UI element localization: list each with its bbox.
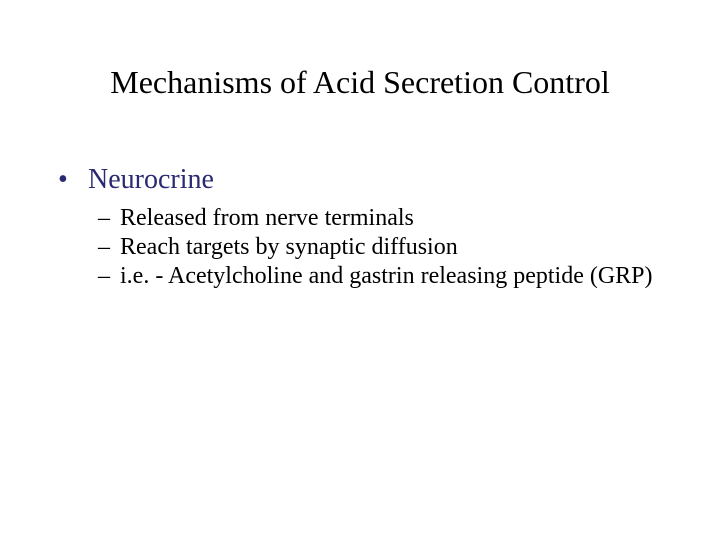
- sub-bullet-marker: –: [98, 234, 110, 260]
- slide-title: Mechanisms of Acid Secretion Control: [110, 64, 610, 100]
- sub-bullet-marker: –: [98, 263, 110, 289]
- bullet-marker: •: [58, 164, 68, 195]
- sub-bullet-marker: –: [98, 205, 110, 231]
- main-bullet-text: Neurocrine: [88, 164, 214, 195]
- sub-bullet-text: Reach targets by synaptic diffusion: [120, 234, 458, 260]
- main-bullet: [58, 162, 214, 198]
- sub-bullet-item: [98, 233, 658, 262]
- sub-bullet-text: Released from nerve terminals: [120, 205, 414, 231]
- sub-bullet-item: [98, 204, 658, 233]
- sub-bullet-list: [98, 204, 658, 291]
- sub-bullet-item: [98, 262, 658, 291]
- sub-bullet-text: i.e. - Acetylcholine and gastrin releasing peptide (GRP): [120, 263, 653, 289]
